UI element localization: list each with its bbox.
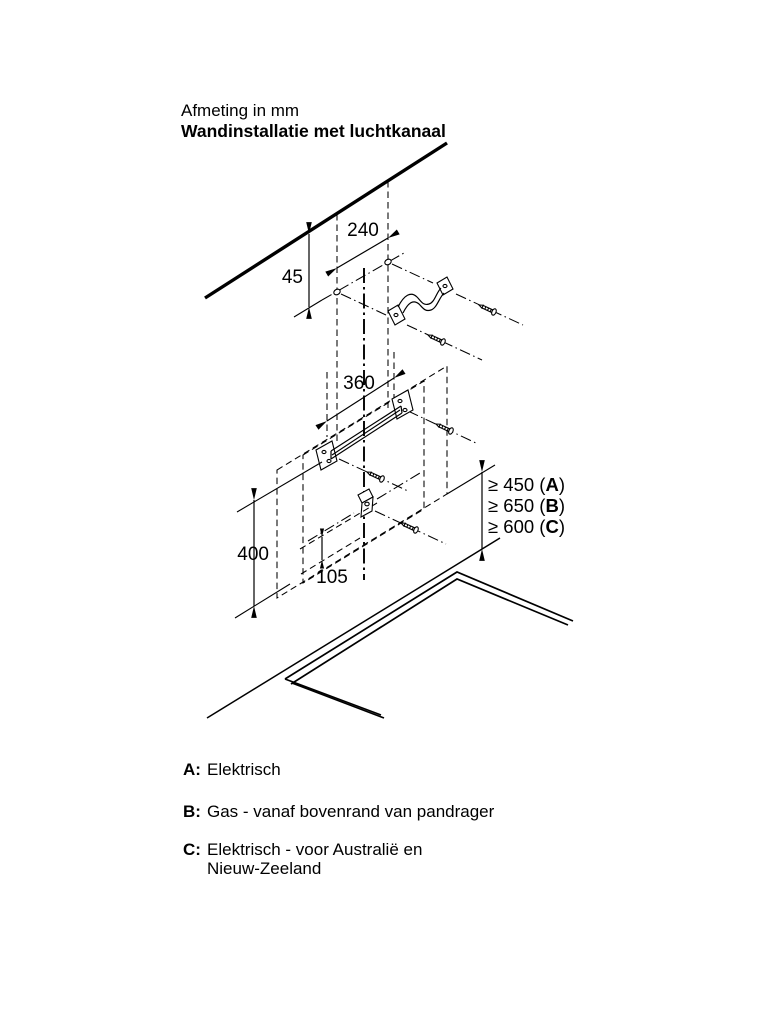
dim-label-400: 400: [237, 544, 269, 565]
spacer-line-l: [308, 513, 354, 541]
legend-key-b: B:: [183, 802, 201, 821]
legend-text-c: Elektrisch - voor Australië en Nieuw-Zeeland: [207, 840, 423, 878]
hob-edge-inner: [291, 579, 568, 684]
screw: [366, 469, 386, 483]
extension-line: [294, 300, 322, 317]
spacer-hole: [365, 502, 369, 506]
extension-line: [300, 503, 377, 549]
legend-item-c: [183, 840, 422, 878]
screw: [427, 332, 447, 346]
legend-text-b: Gas - vanaf bovenrand van pandrager: [207, 802, 495, 821]
counter-back-edge: [207, 538, 500, 718]
extension-line: [235, 584, 290, 618]
clearance-label-c: ≥ 600 (C): [488, 516, 566, 537]
dim-arrow-240: [337, 238, 388, 268]
rail-hole: [398, 399, 402, 402]
rail-tab-right: [392, 390, 413, 419]
rail-hole: [327, 459, 331, 462]
units-note: Afmeting in mm: [181, 101, 300, 120]
legend-key-a: A:: [183, 760, 201, 779]
screw: [478, 302, 498, 316]
rail-hole: [322, 450, 326, 453]
bracket-hole: [394, 313, 398, 316]
bracket-hole: [443, 284, 447, 287]
diagram-title: Wandinstallatie met luchtkanaal: [181, 121, 446, 141]
legend-text-a: Elektrisch: [207, 760, 281, 779]
hob-edge-outer: [285, 572, 573, 679]
screw: [435, 421, 455, 435]
rail-hole: [403, 408, 407, 411]
screws: [366, 302, 498, 534]
hob-corner-outer: [285, 679, 381, 715]
axis-upper-1: [392, 264, 433, 283]
dim-label-360: 360: [343, 373, 375, 394]
extension-line: [237, 462, 322, 512]
legend-item-a: [183, 760, 281, 779]
clearance-label-b: ≥ 650 (B): [488, 495, 566, 516]
legend-key-c: C:: [183, 840, 201, 859]
clearance-label-a: ≥ 450 (A): [488, 474, 566, 495]
countertop: [207, 538, 573, 718]
legend-item-b: [183, 802, 494, 821]
ceiling-line: [205, 143, 447, 298]
dimension-105: [300, 503, 377, 588]
rail-tab-left: [316, 441, 337, 470]
hob-corner-inner: [292, 683, 384, 718]
spacer-bracket: [358, 489, 373, 517]
dimension-clearance: [447, 465, 565, 549]
dim-label-45: 45: [281, 267, 303, 288]
drill-hole-right: [384, 258, 392, 266]
duct-bracket: [388, 277, 453, 325]
dim-label-240: 240: [347, 220, 379, 241]
dim-label-105: 105: [316, 567, 348, 588]
dimension-240: [337, 220, 388, 268]
